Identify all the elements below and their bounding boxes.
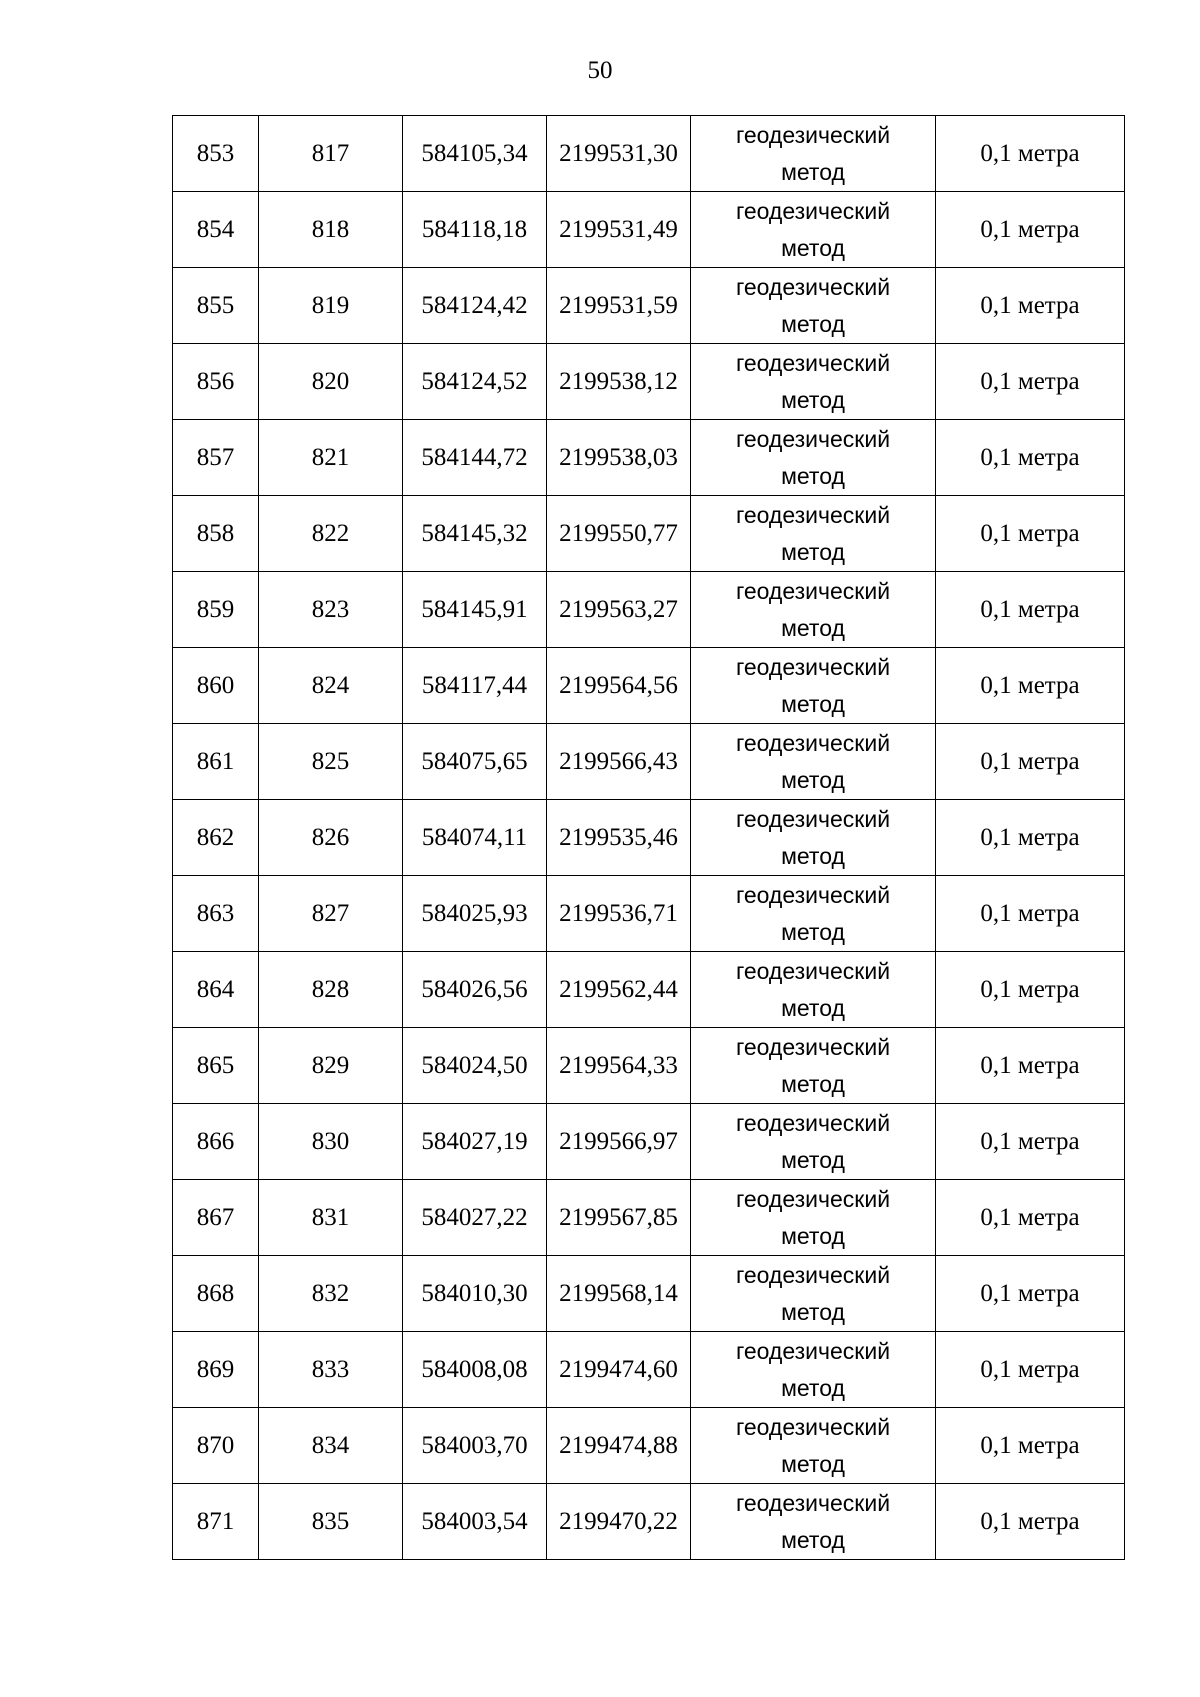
method-line-2: метод — [781, 1298, 845, 1325]
row-number-cell: 853 — [173, 116, 259, 192]
accuracy-cell: 0,1 метра — [936, 192, 1125, 268]
method-line-1: геодезический — [735, 501, 891, 528]
method-cell — [691, 1256, 936, 1332]
x-coordinate-cell: 584027,19 — [403, 1104, 547, 1180]
accuracy-cell: 0,1 метра — [936, 1256, 1125, 1332]
method-cell — [691, 952, 936, 1028]
x-coordinate-cell: 584010,30 — [403, 1256, 547, 1332]
y-coordinate-cell: 2199562,44 — [547, 952, 691, 1028]
y-coordinate-cell: 2199567,85 — [547, 1180, 691, 1256]
y-coordinate-cell: 2199538,03 — [547, 420, 691, 496]
row-number-cell: 855 — [173, 268, 259, 344]
method-cell — [691, 1180, 936, 1256]
method-cell — [691, 344, 936, 420]
method-line-2: метод — [781, 386, 845, 413]
x-coordinate-cell: 584145,32 — [403, 496, 547, 572]
row-number-cell: 858 — [173, 496, 259, 572]
table-row — [173, 1484, 1125, 1560]
method-cell — [691, 192, 936, 268]
table-row — [173, 648, 1125, 724]
y-coordinate-cell: 2199474,60 — [547, 1332, 691, 1408]
point-number-cell: 831 — [259, 1180, 403, 1256]
point-number-cell: 826 — [259, 800, 403, 876]
method-line-2: метод — [781, 538, 845, 565]
method-line-1: геодезический — [735, 1337, 891, 1364]
accuracy-cell: 0,1 метра — [936, 116, 1125, 192]
accuracy-cell: 0,1 метра — [936, 496, 1125, 572]
row-number-cell: 869 — [173, 1332, 259, 1408]
method-cell — [691, 420, 936, 496]
accuracy-cell: 0,1 метра — [936, 724, 1125, 800]
point-number-cell: 827 — [259, 876, 403, 952]
row-number-cell: 859 — [173, 572, 259, 648]
x-coordinate-cell: 584074,11 — [403, 800, 547, 876]
row-number-cell: 863 — [173, 876, 259, 952]
accuracy-cell: 0,1 метра — [936, 648, 1125, 724]
method-line-2: метод — [781, 1070, 845, 1097]
table-row — [173, 1028, 1125, 1104]
method-line-1: геодезический — [735, 1033, 891, 1060]
row-number-cell: 865 — [173, 1028, 259, 1104]
accuracy-cell: 0,1 метра — [936, 1408, 1125, 1484]
method-line-1: геодезический — [735, 577, 891, 604]
table-row — [173, 268, 1125, 344]
accuracy-cell: 0,1 метра — [936, 800, 1125, 876]
table-row — [173, 1104, 1125, 1180]
method-line-2: метод — [781, 918, 845, 945]
point-number-cell: 824 — [259, 648, 403, 724]
table-row — [173, 572, 1125, 648]
method-line-2: метод — [781, 614, 845, 641]
method-line-2: метод — [781, 994, 845, 1021]
point-number-cell: 822 — [259, 496, 403, 572]
x-coordinate-cell: 584003,70 — [403, 1408, 547, 1484]
accuracy-cell: 0,1 метра — [936, 1332, 1125, 1408]
x-coordinate-cell: 584117,44 — [403, 648, 547, 724]
y-coordinate-cell: 2199568,14 — [547, 1256, 691, 1332]
y-coordinate-cell: 2199563,27 — [547, 572, 691, 648]
method-cell — [691, 1332, 936, 1408]
point-number-cell: 825 — [259, 724, 403, 800]
x-coordinate-cell: 584008,08 — [403, 1332, 547, 1408]
x-coordinate-cell: 584144,72 — [403, 420, 547, 496]
point-number-cell: 828 — [259, 952, 403, 1028]
point-number-cell: 818 — [259, 192, 403, 268]
x-coordinate-cell: 584025,93 — [403, 876, 547, 952]
row-number-cell: 854 — [173, 192, 259, 268]
x-coordinate-cell: 584026,56 — [403, 952, 547, 1028]
table-row — [173, 800, 1125, 876]
table-row — [173, 1408, 1125, 1484]
method-cell — [691, 1408, 936, 1484]
point-number-cell: 820 — [259, 344, 403, 420]
y-coordinate-cell: 2199531,59 — [547, 268, 691, 344]
y-coordinate-cell: 2199566,43 — [547, 724, 691, 800]
point-number-cell: 830 — [259, 1104, 403, 1180]
table-row — [173, 1256, 1125, 1332]
method-line-2: метод — [781, 1374, 845, 1401]
x-coordinate-cell: 584027,22 — [403, 1180, 547, 1256]
method-cell — [691, 876, 936, 952]
table-row — [173, 876, 1125, 952]
point-number-cell: 821 — [259, 420, 403, 496]
x-coordinate-cell: 584003,54 — [403, 1484, 547, 1560]
method-cell — [691, 1028, 936, 1104]
method-line-1: геодезический — [735, 197, 891, 224]
method-line-1: геодезический — [735, 729, 891, 756]
point-number-cell: 834 — [259, 1408, 403, 1484]
method-line-1: геодезический — [735, 349, 891, 376]
y-coordinate-cell: 2199470,22 — [547, 1484, 691, 1560]
method-line-2: метод — [781, 158, 845, 185]
y-coordinate-cell: 2199535,46 — [547, 800, 691, 876]
coordinates-table-body — [173, 116, 1125, 1560]
x-coordinate-cell: 584105,34 — [403, 116, 547, 192]
row-number-cell: 866 — [173, 1104, 259, 1180]
table-row — [173, 192, 1125, 268]
x-coordinate-cell: 584024,50 — [403, 1028, 547, 1104]
row-number-cell: 861 — [173, 724, 259, 800]
table-row — [173, 1332, 1125, 1408]
table-row — [173, 116, 1125, 192]
accuracy-cell: 0,1 метра — [936, 572, 1125, 648]
point-number-cell: 817 — [259, 116, 403, 192]
x-coordinate-cell: 584118,18 — [403, 192, 547, 268]
accuracy-cell: 0,1 метра — [936, 1180, 1125, 1256]
row-number-cell: 860 — [173, 648, 259, 724]
page-number: 50 — [587, 57, 613, 84]
point-number-cell: 829 — [259, 1028, 403, 1104]
row-number-cell: 870 — [173, 1408, 259, 1484]
point-number-cell: 833 — [259, 1332, 403, 1408]
accuracy-cell: 0,1 метра — [936, 1104, 1125, 1180]
method-cell — [691, 572, 936, 648]
y-coordinate-cell: 2199564,33 — [547, 1028, 691, 1104]
method-line-1: геодезический — [735, 1185, 891, 1212]
method-line-1: геодезический — [735, 881, 891, 908]
table-row — [173, 420, 1125, 496]
coordinates-table — [172, 115, 1125, 1560]
y-coordinate-cell: 2199531,49 — [547, 192, 691, 268]
method-line-2: метод — [781, 1146, 845, 1173]
method-cell — [691, 268, 936, 344]
y-coordinate-cell: 2199538,12 — [547, 344, 691, 420]
method-cell — [691, 800, 936, 876]
accuracy-cell: 0,1 метра — [936, 1484, 1125, 1560]
method-line-1: геодезический — [735, 1413, 891, 1440]
row-number-cell: 857 — [173, 420, 259, 496]
row-number-cell: 871 — [173, 1484, 259, 1560]
method-line-1: геодезический — [735, 1109, 891, 1136]
point-number-cell: 832 — [259, 1256, 403, 1332]
y-coordinate-cell: 2199550,77 — [547, 496, 691, 572]
accuracy-cell: 0,1 метра — [936, 876, 1125, 952]
y-coordinate-cell: 2199566,97 — [547, 1104, 691, 1180]
method-line-2: метод — [781, 310, 845, 337]
y-coordinate-cell: 2199536,71 — [547, 876, 691, 952]
method-line-1: геодезический — [735, 1489, 891, 1516]
row-number-cell: 867 — [173, 1180, 259, 1256]
method-line-2: метод — [781, 690, 845, 717]
method-line-1: геодезический — [735, 273, 891, 300]
y-coordinate-cell: 2199531,30 — [547, 116, 691, 192]
method-line-2: метод — [781, 462, 845, 489]
method-cell — [691, 496, 936, 572]
point-number-cell: 835 — [259, 1484, 403, 1560]
accuracy-cell: 0,1 метра — [936, 344, 1125, 420]
accuracy-cell: 0,1 метра — [936, 952, 1125, 1028]
method-line-1: геодезический — [735, 653, 891, 680]
method-cell — [691, 116, 936, 192]
method-line-2: метод — [781, 766, 845, 793]
accuracy-cell: 0,1 метра — [936, 420, 1125, 496]
method-line-1: геодезический — [735, 425, 891, 452]
method-line-2: метод — [781, 234, 845, 261]
row-number-cell: 868 — [173, 1256, 259, 1332]
method-cell — [691, 1104, 936, 1180]
x-coordinate-cell: 584075,65 — [403, 724, 547, 800]
method-line-2: метод — [781, 1526, 845, 1553]
x-coordinate-cell: 584145,91 — [403, 572, 547, 648]
table-row — [173, 1180, 1125, 1256]
table-row — [173, 496, 1125, 572]
method-line-1: геодезический — [735, 121, 891, 148]
point-number-cell: 819 — [259, 268, 403, 344]
method-line-1: геодезический — [735, 1261, 891, 1288]
y-coordinate-cell: 2199564,56 — [547, 648, 691, 724]
y-coordinate-cell: 2199474,88 — [547, 1408, 691, 1484]
method-line-2: метод — [781, 842, 845, 869]
row-number-cell: 862 — [173, 800, 259, 876]
table-row — [173, 344, 1125, 420]
method-cell — [691, 1484, 936, 1560]
point-number-cell: 823 — [259, 572, 403, 648]
accuracy-cell: 0,1 метра — [936, 1028, 1125, 1104]
x-coordinate-cell: 584124,52 — [403, 344, 547, 420]
method-cell — [691, 648, 936, 724]
method-line-2: метод — [781, 1450, 845, 1477]
row-number-cell: 864 — [173, 952, 259, 1028]
method-line-1: геодезический — [735, 957, 891, 984]
method-line-2: метод — [781, 1222, 845, 1249]
method-cell — [691, 724, 936, 800]
method-line-1: геодезический — [735, 805, 891, 832]
row-number-cell: 856 — [173, 344, 259, 420]
accuracy-cell: 0,1 метра — [936, 268, 1125, 344]
table-row — [173, 952, 1125, 1028]
table-row — [173, 724, 1125, 800]
x-coordinate-cell: 584124,42 — [403, 268, 547, 344]
